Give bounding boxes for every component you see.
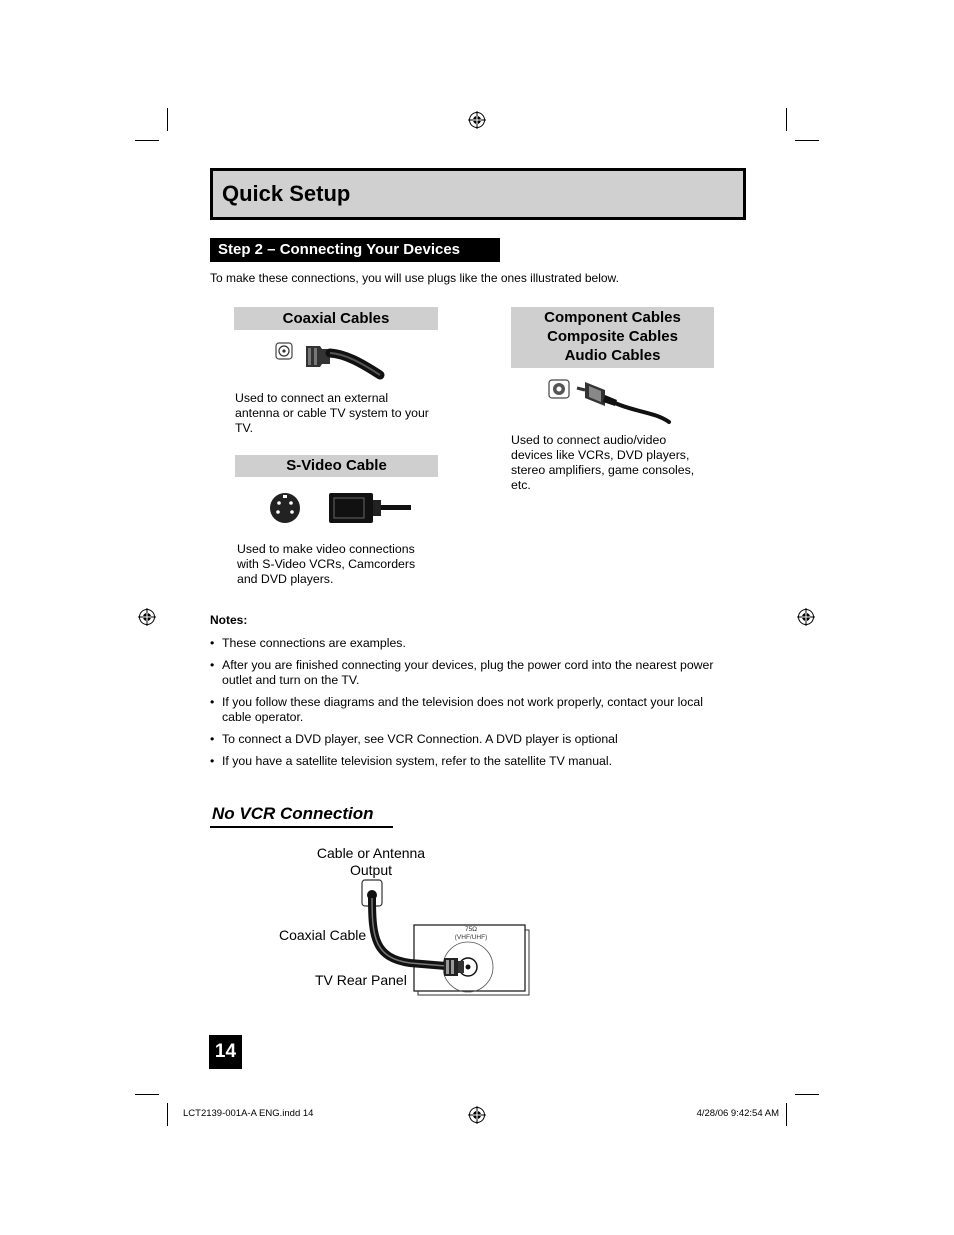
desc-line: Used to connect audio/video (511, 433, 667, 447)
component-heading-line: Composite Cables (547, 328, 678, 345)
note-item (210, 732, 750, 747)
label-line: Cable or Antenna (316, 845, 426, 861)
note-line: outlet and turn on the TV. (222, 673, 360, 687)
desc-line: Used to make video connections (237, 542, 415, 556)
bullet: • (210, 636, 215, 650)
bullet: • (210, 695, 215, 709)
desc-line: and DVD players. (237, 572, 334, 586)
intro-text: To make these connections, you will use plugs like the ones illustrated below. (210, 271, 619, 285)
coaxial-description (235, 391, 445, 436)
crop-mark (795, 1094, 819, 1095)
coaxial-cable-label: Coaxial Cable (279, 927, 367, 943)
page-number: 14 (209, 1035, 242, 1069)
desc-line: stereo amplifiers, game consoles, (511, 463, 695, 477)
note-line: These connections are examples. (222, 636, 406, 650)
component-description (511, 433, 721, 493)
bullet: • (210, 732, 215, 746)
notes-title: Notes: (210, 613, 248, 627)
registration-mark-icon (138, 608, 156, 626)
note-line: If you have a satellite television system, refer to the satellite TV manual. (222, 754, 613, 768)
desc-line: with S-Video VCRs, Camcorders (237, 557, 416, 571)
coaxial-heading (234, 307, 438, 330)
step-heading: Step 2 – Connecting Your Devices (210, 238, 500, 262)
component-heading (511, 307, 714, 368)
desc-line: antenna or cable TV system to your (235, 406, 429, 420)
jack-label (446, 926, 496, 942)
bullet: • (210, 658, 215, 672)
component-heading-line: Audio Cables (564, 347, 661, 364)
label-line: Output (349, 862, 393, 878)
desc-line: Used to connect an external (235, 391, 389, 405)
note-item (210, 658, 750, 688)
crop-mark (167, 108, 168, 131)
tv-rear-panel-label: TV Rear Panel (315, 972, 407, 988)
note-item (210, 695, 750, 725)
note-line: After you are finished connecting your devices, plug the power cord into the nearest power (222, 658, 714, 672)
bullet: • (210, 754, 215, 768)
crop-mark (167, 1103, 168, 1126)
crop-mark (135, 140, 159, 141)
desc-line: devices like VCRs, DVD players, (511, 448, 690, 462)
note-line: To connect a DVD player, see VCR Connection. A DVD player is optional (222, 732, 618, 746)
footer-timestamp: 4/28/06 9:42:54 AM (696, 1108, 779, 1119)
connection-diagram (340, 878, 540, 1003)
heading-underline (210, 826, 393, 828)
desc-line: etc. (511, 478, 531, 492)
svideo-description (237, 542, 447, 587)
notes-list (210, 636, 750, 776)
registration-mark-icon (468, 111, 486, 129)
desc-line: TV. (235, 421, 254, 435)
svideo-plug-icon (266, 490, 416, 526)
page-title: Quick Setup (222, 181, 351, 206)
svideo-heading-text: S-Video Cable (286, 457, 387, 474)
component-heading-line: Component Cables (544, 309, 681, 326)
note-item (210, 636, 750, 651)
jack-label-line: 75Ω (464, 926, 478, 933)
rca-plug-icon (545, 376, 675, 426)
no-vcr-heading: No VCR Connection (212, 804, 374, 823)
crop-mark (786, 108, 787, 131)
note-line: If you follow these diagrams and the television does not work properly, contact your local (222, 695, 703, 709)
coaxial-heading-text: Coaxial Cables (282, 310, 390, 327)
crop-mark (135, 1094, 159, 1095)
registration-mark-icon (797, 608, 815, 626)
cable-output-label (300, 845, 442, 879)
page-title-box (210, 168, 746, 220)
coaxial-plug-icon (270, 338, 385, 383)
registration-mark-icon (468, 1106, 486, 1124)
crop-mark (786, 1103, 787, 1126)
note-item (210, 754, 750, 769)
note-line: cable operator. (222, 710, 304, 724)
svideo-heading (235, 455, 438, 477)
jack-label-line: (VHF/UHF) (454, 934, 488, 941)
footer-file-info: LCT2139-001A-A ENG.indd 14 (183, 1108, 314, 1119)
crop-mark (795, 140, 819, 141)
